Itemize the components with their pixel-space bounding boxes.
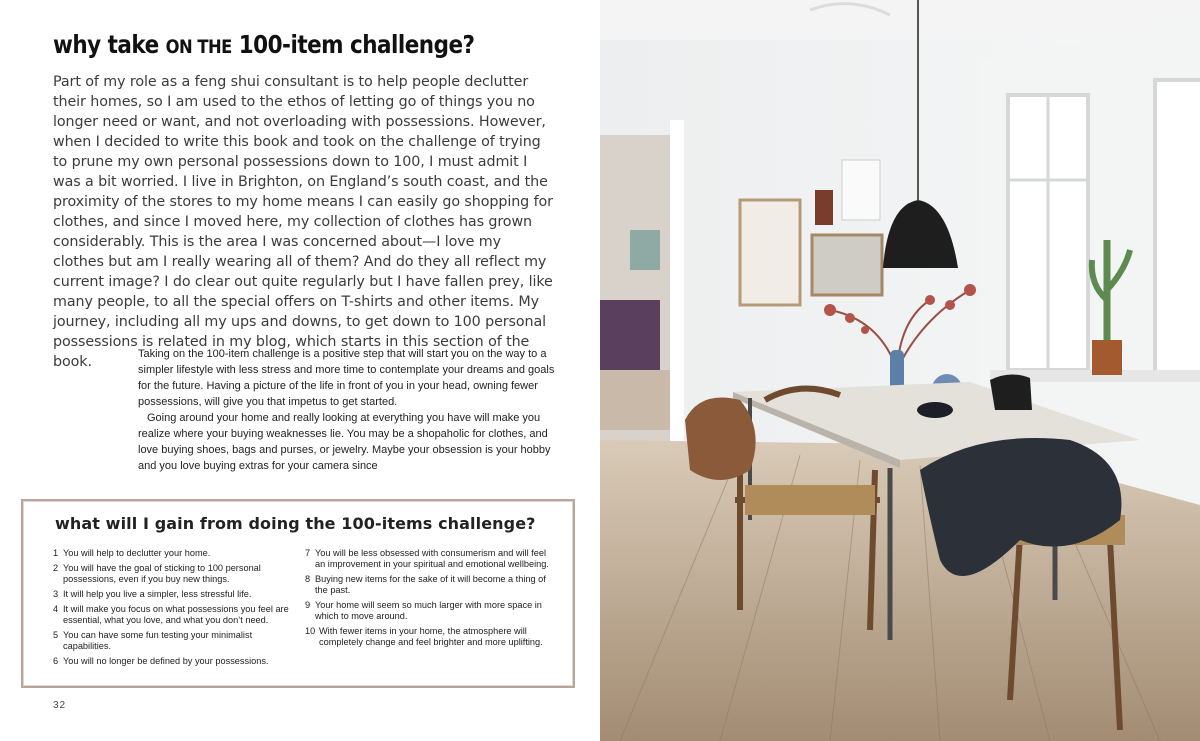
- benefit-number: 6: [53, 656, 59, 666]
- heading-part-1: why take: [53, 30, 166, 59]
- benefit-item: [305, 548, 555, 570]
- benefits-list-left: [53, 548, 298, 671]
- benefit-item: [53, 563, 298, 585]
- benefit-number: 4: [53, 604, 59, 614]
- benefit-number: 1: [53, 548, 59, 558]
- benefit-text: With fewer items in your home, the atmosphere will completely change and feel brighter and more uplifting.: [319, 626, 543, 647]
- dining-room-photo: [600, 0, 1200, 741]
- benefit-item: [305, 600, 555, 622]
- benefit-text: It will help you live a simpler, less stressful life.: [63, 589, 252, 599]
- benefit-item: [305, 574, 555, 596]
- benefit-number: 8: [305, 574, 311, 584]
- benefits-list-right: [305, 548, 555, 652]
- benefit-text: You will be less obsessed with consumerism and will feel an improvement in your spiritual and emotional wellbeing.: [315, 548, 549, 569]
- benefits-box: [21, 499, 575, 688]
- benefit-item: [53, 548, 298, 559]
- benefit-number: 2: [53, 563, 59, 573]
- page-heading: [53, 30, 474, 59]
- benefit-text: You will have the goal of sticking to 100 personal possessions, even if you buy new things.: [63, 563, 261, 584]
- benefit-item: [53, 630, 298, 652]
- benefit-text: Your home will seem so much larger with more space in which to move around.: [315, 600, 542, 621]
- benefit-number: 10: [305, 626, 316, 636]
- benefit-text: You can have some fun testing your minimalist capabilities.: [63, 630, 253, 651]
- benefit-item: [53, 589, 298, 600]
- benefit-text: You will no longer be defined by your possessions.: [63, 656, 269, 666]
- benefit-text: You will help to declutter your home.: [63, 548, 211, 558]
- benefit-item: [53, 656, 298, 667]
- sidebar-paragraph-2: Going around your home and really looking at everything you have will make you realize where your buying weaknesses lie. You may be a shopaholic for clothes, and love buying shoes, bags and purses, or jewelry. Maybe your obsession is your hobby and you love buying extras for your camera since: [138, 412, 551, 472]
- page-number: 32: [53, 700, 67, 711]
- benefit-number: 3: [53, 589, 59, 599]
- sidebar-text: [138, 346, 558, 474]
- heading-small-caps: ON THE: [165, 36, 232, 58]
- benefit-number: 9: [305, 600, 311, 610]
- benefits-box-title: what will I gain from doing the 100-items challenge?: [55, 514, 536, 533]
- benefit-item: [305, 626, 555, 648]
- benefit-text: It will make you focus on what possessions you feel are essential, what you love, and what you don’t need.: [63, 604, 289, 625]
- sidebar-paragraph-1: Taking on the 100-item challenge is a positive step that will start you on the way to a simpler lifestyle with less stress and more time to contemplate your dreams and goals for the future. Having a picture of the life in front of you in your head, owning fewer possessions, will give you that impetus to get started.: [138, 348, 555, 408]
- heading-part-3: 100-item challenge?: [231, 30, 475, 59]
- benefit-item: [53, 604, 298, 626]
- benefit-number: 7: [305, 548, 311, 558]
- benefit-number: 5: [53, 630, 59, 640]
- intro-paragraph: Part of my role as a feng shui consultant is to help people declutter their homes, so I am used to the ethos of letting go of things you no longer need or want, and not overloading with possessions. However, when I decided to write this book and took on the challenge of trying to prune my own personal possessions down to 100, I must admit I was a bit worried. I live in Brighton, on England’s south coast, and the proximity of the stores to my home means I can easily go shopping for clothes, and since I moved here, my collection of clothes has grown considerably. This is the area I was concerned about—I love my clothes but am I really wearing all of them? And do they all reflect my current image? I do clear out quite regularly but I have fallen prey, like many people, to all the special offers on T-shirts and other items. My journey, including all my ups and downs, to get down to 100 personal possessions is related in my blog, which starts in this section of the book.: [53, 74, 553, 370]
- benefit-text: Buying new items for the sake of it will become a thing of the past.: [315, 574, 546, 595]
